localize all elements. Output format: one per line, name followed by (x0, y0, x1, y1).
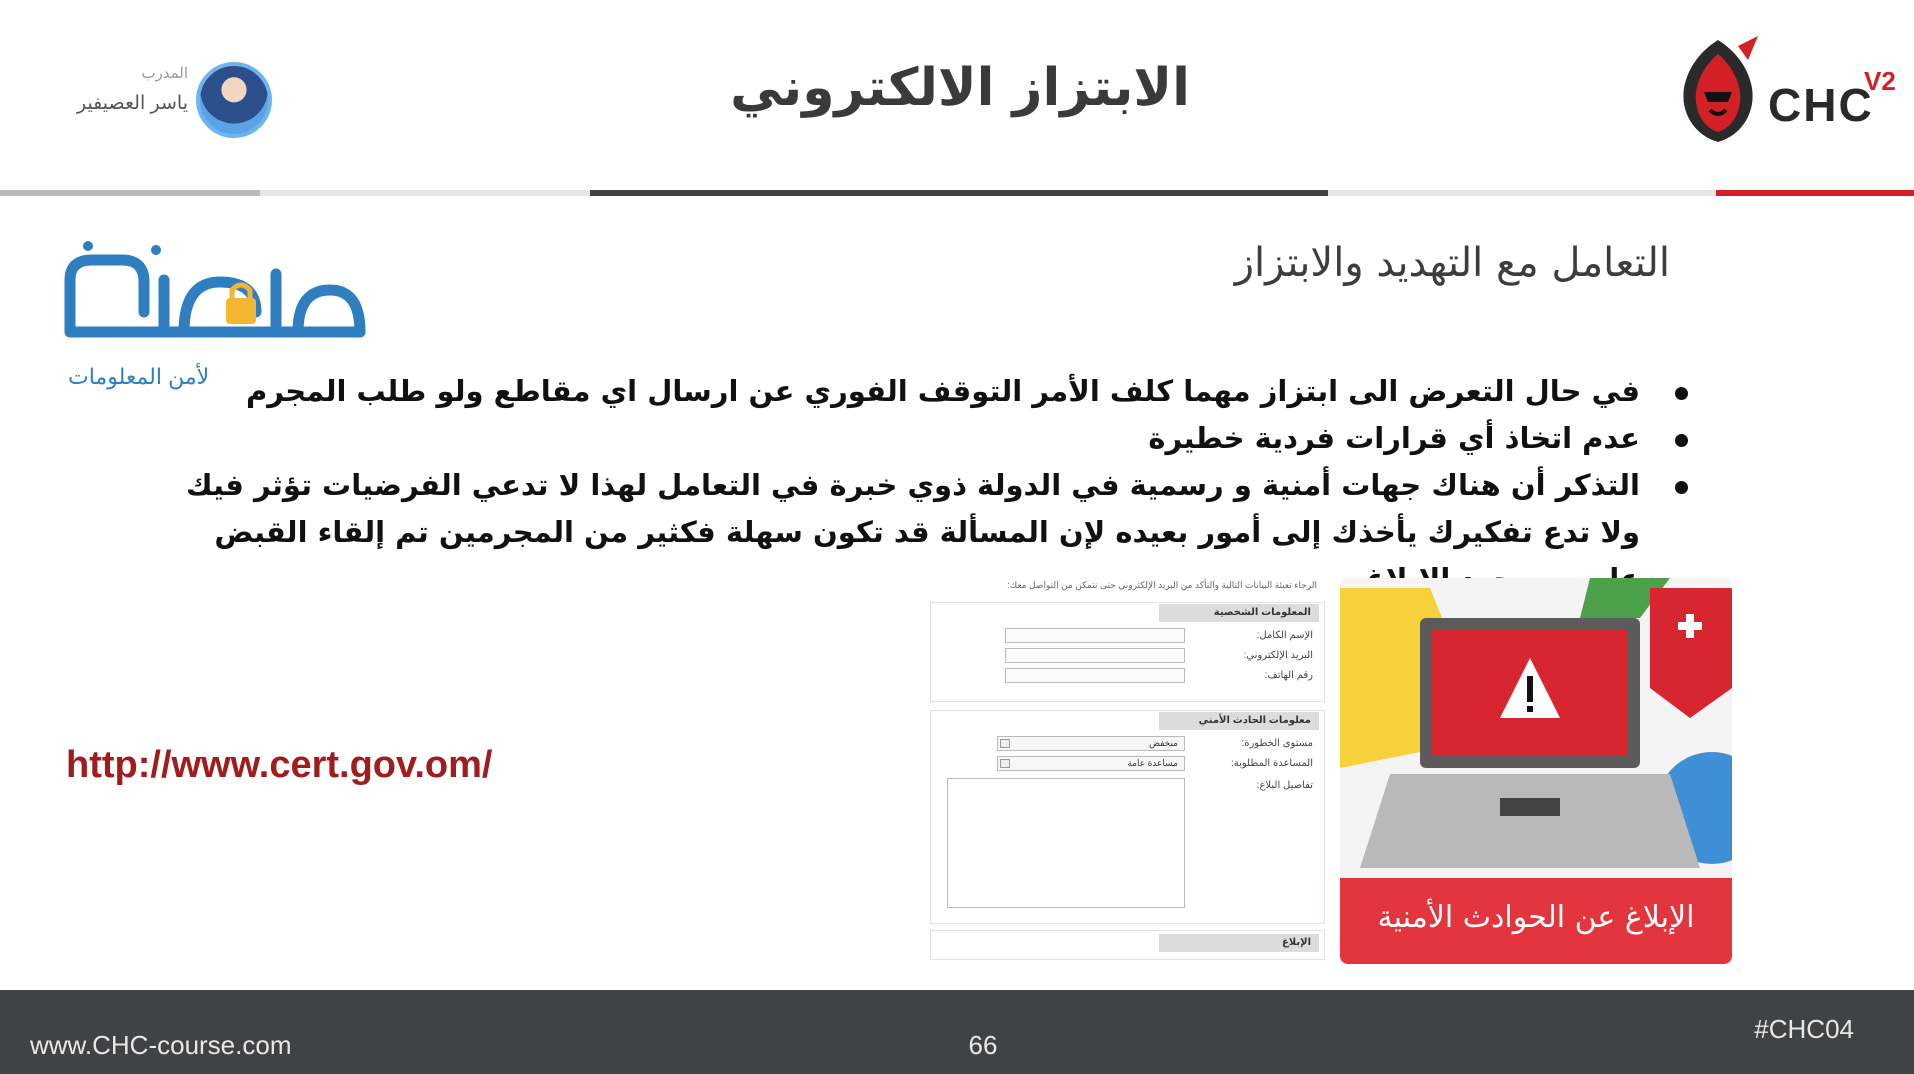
help-select[interactable] (997, 756, 1185, 771)
bullet-text: التذكر أن هناك جهات أمنية و رسمية في الدولة ذوي خبرة في التعامل لهذا لا تدعي الفرضيات تؤثر فيك ولا تدع تفكيرك يأخذك إلى أمور بعيده لإن المسألة قد تكون سهلة فكثير من المجرمين تم إلقاء القبض (186, 468, 1640, 549)
report-banner-text: الإبلاغ عن الحوادث الأمنية (1377, 900, 1695, 935)
name-field[interactable] (1005, 628, 1185, 643)
bullet-text: عدم اتخاذ أي قرارات فردية خطيرة (1148, 421, 1640, 455)
divider-segment (260, 190, 590, 196)
form-label: البريد الإلكتروني: (1243, 650, 1313, 661)
form-section-incident: معلومات الحادث الأمني (1159, 712, 1319, 730)
form-label: مستوى الخطورة: (1241, 738, 1313, 749)
details-textarea[interactable] (947, 778, 1185, 908)
divider-segment (1716, 190, 1914, 196)
bullet-list (150, 368, 1700, 603)
form-label: الإسم الكامل: (1256, 630, 1313, 641)
report-incidents-banner (1340, 578, 1732, 964)
form-section-personal: المعلومات الشخصية (1159, 604, 1319, 622)
bullet-dot-icon (1675, 481, 1688, 494)
email-field[interactable] (1005, 648, 1185, 663)
slide-title: الابتزاز الالكتروني (730, 58, 1190, 118)
security-alert-laptop-icon (1340, 578, 1732, 878)
bullet-dot-icon (1675, 434, 1688, 447)
divider-segment (590, 190, 1328, 196)
report-form-screenshot (930, 576, 1325, 961)
chevron-down-icon (1000, 759, 1010, 768)
footer-hashtag: #CHC04 (1754, 1014, 1854, 1044)
footer-site: www.CHC-course.com (30, 1030, 292, 1060)
help-value: مساعدة عامة (1127, 758, 1178, 768)
hacker-mask-icon (1674, 36, 1762, 146)
form-label: المساعدة المطلوبة: (1230, 758, 1313, 769)
severity-select[interactable] (997, 736, 1185, 751)
bullet-text: في حال التعرض الى ابتزاز مهما كلف الأمر التوقف الفوري عن ارسال اي مقاطع ولو طلب المجرم (245, 374, 1640, 408)
chevron-down-icon (1000, 739, 1010, 748)
phone-field[interactable] (1005, 668, 1185, 683)
list-item (150, 368, 1700, 415)
divider-segment (1328, 190, 1716, 196)
section-subtitle: التعامل مع التهديد والابتزاز (1234, 240, 1670, 286)
severity-value: منخفض (1149, 738, 1178, 748)
chc-logo (1668, 30, 1908, 150)
trainer-role: المدرب (141, 65, 188, 82)
cert-link[interactable]: http://www.cert.gov.om/ (66, 744, 493, 786)
trainer-badge (60, 58, 280, 148)
list-item (150, 415, 1700, 462)
slide-header (0, 0, 1914, 200)
trainer-name: ياسر العصيفير (76, 93, 188, 114)
form-section-report: الإبلاغ (1159, 934, 1319, 952)
report-banner (1340, 878, 1732, 964)
hemaya-subtitle: لأمن المعلومات (68, 364, 210, 389)
brand-text: CHC (1768, 79, 1874, 131)
brand-version: V2 (1864, 66, 1896, 96)
avatar (196, 62, 272, 138)
form-note: الرجاء تعبئة البيانات التالية والتأكد من البريد الإلكتروني حتى نتمكن من التواصل معك: (1007, 580, 1317, 590)
form-label: رقم الهاتف: (1264, 670, 1313, 681)
divider-segment (0, 190, 260, 196)
bullet-dot-icon (1675, 387, 1688, 400)
page-number: 66 (968, 1030, 998, 1060)
hemaya-wordmark-icon (60, 240, 380, 360)
slide-footer (0, 990, 1914, 1074)
form-label: تفاصيل البلاغ: (1256, 780, 1313, 791)
